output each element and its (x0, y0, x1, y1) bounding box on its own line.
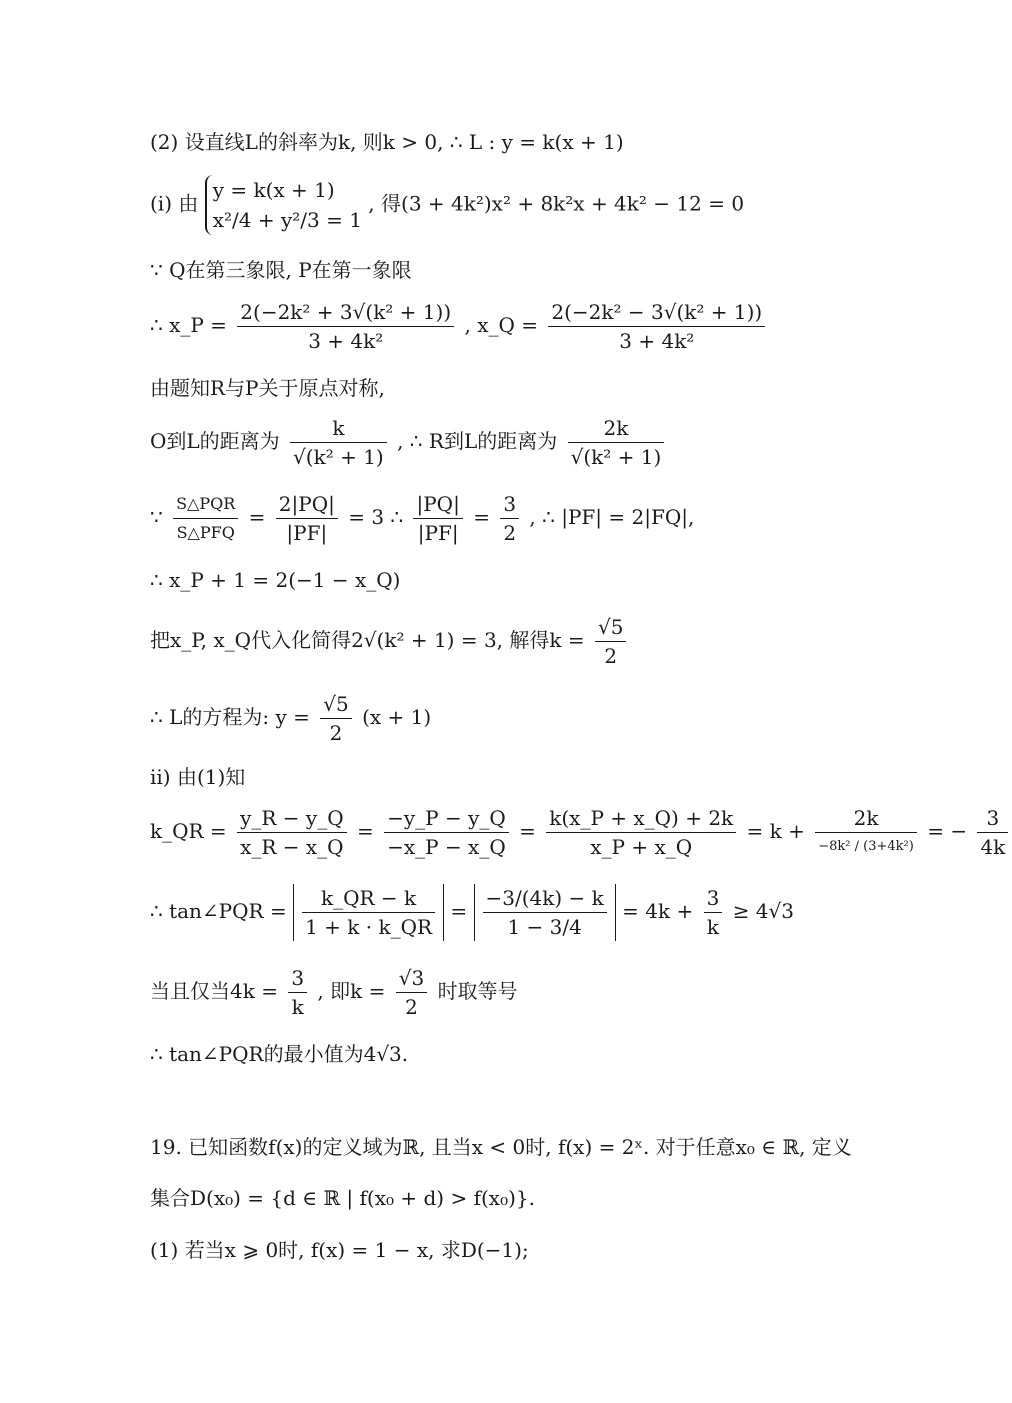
quadrant-statement: ∵ Q在第三象限, P在第一象限 (150, 258, 412, 282)
x-relation-line: ∴ x_P + 1 = 2(−1 − x_Q) (150, 568, 401, 592)
system-equation-line: (i) 由 y = k(x + 1) x²/4 + y²/3 = 1 , 得(3 + 4k²)x² + 8k²x + 4k² − 12 = 0 (150, 175, 744, 235)
tan-angle-line: ∴ tan∠PQR = $\frac{k\_QR - k}{1 + k \cdot k\_QR}$ = $\frac{-3/(4k) - k}{1 - 3/4}$ = 4k + $\frac{3}{k}$ ≥ 4√3 (150, 886, 794, 939)
minimum-value-line: ∴ tan∠PQR的最小值为4√3. (150, 1042, 409, 1066)
symmetry-statement: 由题知R与P关于原点对称, (150, 376, 385, 400)
xp-xq-expressions: ∴ x_P = $\frac{\text{2(−2k² + 3√(k² + 1))}}{\text{3 + 4k²}}$ , x_Q = $\frac{\text{2(−2k² − 3√(k² + 1))}}{\text{3 + 4k²}}$ (150, 300, 769, 353)
solve-k-line: 把x_P, x_Q代入化简得2√(k² + 1) = 3, 解得k = $\frac{√5}{2}$ (150, 615, 630, 668)
problem-19-statement: 19. 已知函数f(x)的定义域为ℝ, 且当x < 0时, f(x) = 2ˣ. 对于任意x₀ ∈ ℝ, 定义 (150, 1135, 852, 1159)
equation-system: y = k(x + 1) x²/4 + y²/3 = 1 (205, 175, 362, 235)
part-ii-intro: ii) 由(1)知 (150, 765, 246, 789)
xp-fraction: $\frac{\text{2(−2k² + 3√(k² + 1))}}{\text{3 + 4k²}}$ (237, 300, 454, 353)
distance-line: O到L的距离为 $\frac{k}{\text{√(k² + 1)}}$ , ∴ R到L的距离为 $\frac{2k}{\text{√(k² + 1)}}$ (150, 416, 668, 469)
set-definition-line: 集合D(x₀) = {d ∈ ℝ | f(x₀ + d) > f(x₀)}. (150, 1186, 535, 1210)
equality-condition-line: 当且仅当4k = $\frac{3}{k}$ , 即k = $\frac{√3}{2}$ 时取等号 (150, 966, 518, 1019)
slope-qr-line: k_QR = $\frac{y\_R - y\_Q}{x\_R - x\_Q}$ = $\frac{-y\_P - y\_Q}{-x\_P - x\_Q}$ = $\frac{k(x\_P + x\_Q) + 2k}{x\_P + x\_Q}$ = k + $\frac{2k}{\text{−8k² / (3+4k²)}}$ = − $\frac{3}{4k}$ (150, 806, 1012, 859)
line-equation: ∴ L的方程为: y = $\frac{√5}{2}$ (x + 1) (150, 692, 432, 745)
xq-fraction: $\frac{\text{2(−2k² − 3√(k² + 1))}}{\text{3 + 4k²}}$ (548, 300, 765, 353)
area-ratio-line: ∵ $\frac{\text{S△PQR}}{\text{S△PFQ}}$ = $\frac{2|PQ|}{|PF|}$ = 3 ∴ $\frac{|PQ|}{|PF|}$ = $\frac{3}{2}$ , ∴ |PF| = 2|FQ|, (150, 492, 695, 545)
problem-19-part1: (1) 若当x ⩾ 0时, f(x) = 1 − x, 求D(−1); (150, 1238, 529, 1262)
solution-part2-intro: (2) 设直线L的斜率为k, 则k > 0, ∴ L : y = k(x + 1) (150, 130, 624, 154)
